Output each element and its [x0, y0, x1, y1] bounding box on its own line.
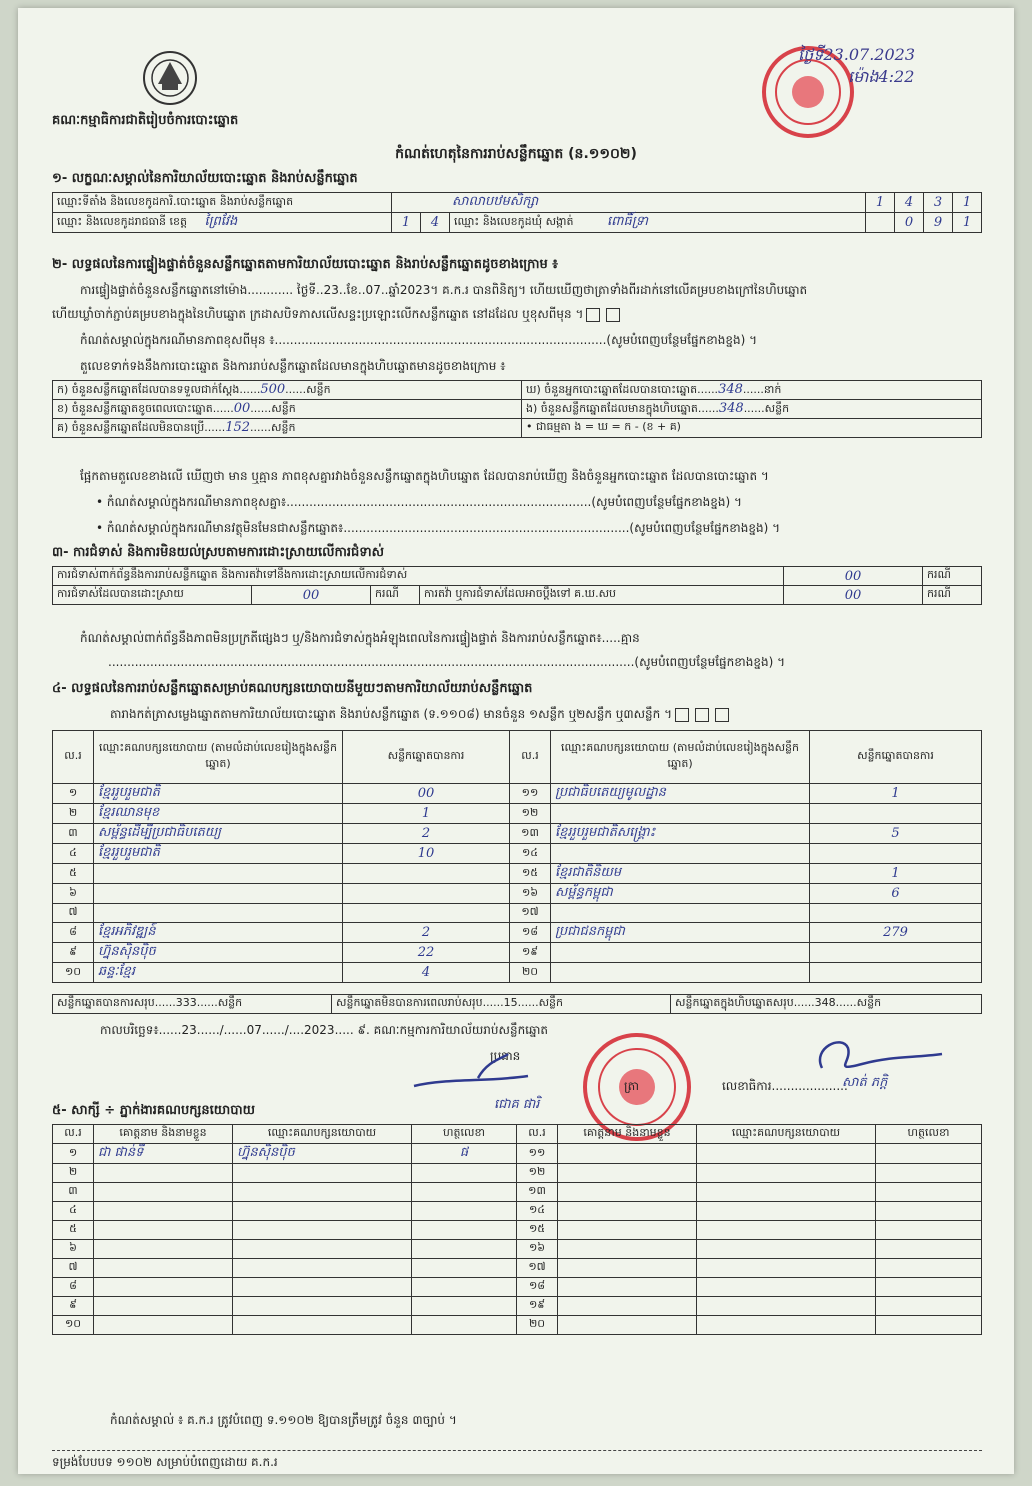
party-name: ខ្មែររួបរួមជាតិ — [94, 784, 343, 804]
witness-name — [558, 1316, 697, 1335]
party-name — [551, 904, 810, 923]
witness-signature — [876, 1278, 982, 1297]
ballot-figures-table — [52, 380, 982, 438]
row-no: ១៦ — [517, 1240, 558, 1259]
location-label: ឈ្មោះទីតាំង និងលេខកូដការិ.បោះឆ្នោត និងរាប់សន្លឹកឆ្នោត — [53, 193, 392, 213]
witness-name — [558, 1144, 697, 1164]
witness-signature — [876, 1164, 982, 1183]
table-row — [53, 884, 982, 904]
figure-c: គ) ចំនួនសន្លឹកឆ្នោតដែលមិនបានប្រើ......152......សន្លឹក — [53, 419, 522, 438]
witness-name — [558, 1240, 697, 1259]
row-no: ១០ — [53, 963, 94, 983]
vote-count — [810, 844, 982, 864]
party-name — [94, 884, 343, 904]
witness-party — [697, 1259, 876, 1278]
location-code-digit: 3 — [924, 193, 953, 213]
commune-code-digit — [866, 213, 895, 233]
unit-label: ករណី — [923, 567, 982, 586]
row-no: ១៨ — [517, 1278, 558, 1297]
row-no: ១២ — [510, 804, 551, 824]
secretary-name: សាត់ ភក្តិ — [842, 1075, 888, 1090]
table-row — [53, 586, 982, 605]
witness-signature — [412, 1202, 517, 1221]
table-row — [53, 784, 982, 804]
row-no: ៨ — [53, 1278, 94, 1297]
discrepancy-note: • កំណត់សម្គាល់ក្នុងករណីមានភាពខុសគ្នា៖................................................................................(សូមបំពេញបន្ថែមផ្នែកខាងខ្នង) ។ — [96, 495, 742, 509]
witness-signature — [876, 1316, 982, 1335]
section4-heading: ៤- លទ្ធផលនៃការរាប់សន្លឹកឆ្នោតសម្រាប់គណបក្សនយោបាយនីមួយៗតាមការិយាល័យរាប់សន្លឹកឆ្នោត — [52, 681, 533, 696]
vote-count: 2 — [343, 824, 510, 844]
vote-count: 22 — [343, 943, 510, 963]
row-no: ១៥ — [510, 864, 551, 884]
vote-count: 10 — [343, 844, 510, 864]
table-row — [53, 400, 982, 419]
witness-party — [233, 1221, 412, 1240]
witness-name — [94, 1164, 233, 1183]
province-code-digit: 4 — [421, 213, 450, 233]
sheet-count-checkbox[interactable] — [675, 708, 689, 722]
objection-count: 00 — [784, 567, 923, 586]
witness-signature — [412, 1316, 517, 1335]
party-name: ប្រជាធិបតេយ្យមូលដ្ឋាន — [551, 784, 810, 804]
col-votes: សន្លឹកឆ្នោតបានការ — [810, 731, 982, 784]
row-no: ១៨ — [510, 923, 551, 943]
unit-label: ករណី — [923, 586, 982, 605]
location-code-digit: 1 — [953, 193, 982, 213]
row-no: ១៣ — [510, 824, 551, 844]
vote-count: 2 — [343, 923, 510, 943]
party-name: ខ្មែរឈានមុខ — [94, 804, 343, 824]
verification-line: ការផ្ទៀងផ្ទាត់ចំនួនសន្លឹកឆ្នោតនៅម៉ោង............ ថ្ងៃទី..23..ខែ..07..ឆ្នាំ2023។ គ.ក.រ បានពិនិត្យ។ ហើយឃើញថាត្រាទាំងពីរដាក់នៅលើគម្របខាងក្រៅនៃហិបឆ្នោត — [80, 283, 808, 297]
witness-party — [233, 1202, 412, 1221]
vote-count — [343, 904, 510, 923]
figure-e: ង) ចំនួនសន្លឹកឆ្នោតដែលមានក្នុងហិបឆ្នោត......348......សន្លឹក — [522, 400, 982, 419]
witness-name — [94, 1259, 233, 1278]
table-row — [53, 1297, 982, 1316]
section1-heading: ១- លក្ខណៈសម្គាល់នៃការិយាល័យបោះឆ្នោត និងរាប់សន្លឹកឆ្នោត — [52, 171, 358, 186]
vote-count — [343, 864, 510, 884]
witness-signature — [412, 1183, 517, 1202]
witness-signature — [876, 1221, 982, 1240]
party-name — [94, 904, 343, 923]
witness-party — [697, 1202, 876, 1221]
foreign-object-note: • កំណត់សម្គាល់ក្នុងករណីមានវត្ថុមិនមែនជាសន្លឹកឆ្នោត៖...........................................................................(សូមបំពេញបន្ថែមផ្នែកខាងខ្នង) ។ — [96, 521, 780, 535]
witness-signature — [876, 1202, 982, 1221]
party-name: ខ្មែរជាតិនិយម — [551, 864, 810, 884]
vote-count — [810, 943, 982, 963]
table-row — [53, 1316, 982, 1335]
witness-signature — [412, 1164, 517, 1183]
vote-count — [810, 904, 982, 923]
table-row — [53, 844, 982, 864]
location-value: សាលាបឋមសិក្សា — [392, 193, 866, 213]
seal-status-line: ហើយឃ្លាំចាក់ភ្ជាប់គម្របខាងក្នុងនៃហិបឆ្នោត ក្រដាសបិទភាសលើសន្ទះប្រឡោះលើកសន្លឹកឆ្នោត នៅដដែល ឬខុសពីមុន ។ — [52, 306, 623, 324]
witness-party — [697, 1144, 876, 1164]
totals-row — [52, 994, 982, 1014]
changed-checkbox[interactable] — [606, 308, 620, 322]
witness-signature — [876, 1259, 982, 1278]
witness-name — [94, 1202, 233, 1221]
witness-signature — [876, 1240, 982, 1259]
commune-label: ឈ្មោះ និងលេខកូដឃុំ សង្កាត់ ពោធិ៍ទ្រា — [450, 213, 866, 233]
ballot-count-form — [18, 8, 1014, 1474]
table-row — [53, 923, 982, 943]
witness-party — [697, 1221, 876, 1240]
location-code-digit: 1 — [866, 193, 895, 213]
row-no: ៣ — [53, 824, 94, 844]
org-name: គណៈកម្មាធិការជាតិរៀបចំការបោះឆ្នោត — [52, 113, 239, 128]
table-row — [53, 1240, 982, 1259]
witness-party — [697, 1183, 876, 1202]
witness-name — [558, 1259, 697, 1278]
vote-count: 4 — [343, 963, 510, 983]
party-name — [551, 804, 810, 824]
unit-label: ករណី — [371, 586, 420, 605]
tally-sheet-line: តារាងកត់ត្រាសម្លេងឆ្នោតតាមការិយាល័យបោះឆ្នោត និងរាប់សន្លឹកឆ្នោត (ទ.១១០៨) មានចំនួន ១សន្លឹក ឬ២សន្លឹក ឬ៣សន្លឹក ។ — [110, 706, 732, 724]
table-row — [53, 1183, 982, 1202]
commune-code-digit: 1 — [953, 213, 982, 233]
row-no: ១៦ — [510, 884, 551, 904]
party-name — [551, 943, 810, 963]
section5-heading: ៥- សាក្សី ÷ ភ្នាក់ងារគណបក្សនយោបាយ — [52, 1103, 255, 1118]
witness-party — [697, 1297, 876, 1316]
party-name: សម្ព័ន្ធដើម្បីប្រជាធិបតេយ្យ — [94, 824, 343, 844]
section3-heading: ៣- ការជំទាស់ និងការមិនយល់ស្របតាមការដោះស្រាយលើការជំទាស់ — [52, 545, 384, 560]
row-no: ១ — [53, 1144, 94, 1164]
nec-emblem-icon — [138, 44, 202, 108]
date-line: កាលបរិច្ឆេទ៖......23....../......07....../....2023..... ៩. គណៈកម្មការការិយាល័យរាប់សន្លឹកឆ្នោត — [100, 1023, 549, 1037]
table-row — [53, 824, 982, 844]
witness-party — [697, 1316, 876, 1335]
witness-name — [94, 1221, 233, 1240]
row-no: ១១ — [510, 784, 551, 804]
row-no: ១៤ — [517, 1202, 558, 1221]
row-no: ២០ — [517, 1316, 558, 1335]
party-name — [551, 844, 810, 864]
table-row — [53, 1221, 982, 1240]
vote-count: 00 — [343, 784, 510, 804]
row-no: ២០ — [510, 963, 551, 983]
vote-count — [343, 884, 510, 904]
witness-name — [558, 1202, 697, 1221]
row-no: ៧ — [53, 904, 94, 923]
sheet-count-checkbox[interactable] — [715, 708, 729, 722]
table-row — [53, 419, 982, 438]
vote-count: 5 — [810, 824, 982, 844]
instruction-note: កំណត់សម្គាល់ ៖ គ.ក.រ ត្រូវបំពេញ ទ.១១០២ ឱ្យបានត្រឹមត្រូវ ចំនួន ៣ច្បាប់ ។ — [110, 1413, 457, 1427]
witness-signature — [412, 1240, 517, 1259]
witness-name — [558, 1221, 697, 1240]
table-header — [53, 731, 982, 784]
figure-b: ខ) ចំនួនសន្លឹកឆ្នោតខូចពេលបោះឆ្នោត......00......សន្លឹក — [53, 400, 522, 419]
col-no: ល.រ — [53, 1125, 94, 1144]
row-no: ១០ — [53, 1316, 94, 1335]
row-no: ៦ — [53, 884, 94, 904]
table-row — [53, 904, 982, 923]
location-code-digit: 4 — [895, 193, 924, 213]
appeal-count: 00 — [784, 586, 923, 605]
secretary-label: លេខាធិការ.................... — [722, 1079, 848, 1093]
figure-formula: • ជាធម្មតា ង = ឃ = ក - (ខ + គ) — [522, 419, 982, 438]
valid-total: សន្លឹកឆ្នោតបានការសរុប......333......សន្លឹក — [53, 995, 332, 1014]
appeal-label: ការតវ៉ា ឬការជំទាស់ដែលអាចប្តឹងទៅ គ.ឃ.សប — [420, 586, 784, 605]
irregularity-note: កំណត់សម្គាល់ពាក់ព័ន្ធនឹងភាពមិនប្រក្រតីផ្សេងៗ ឬ/និងការជំទាស់ក្នុងអំឡុងពេលនៃការផ្ទៀងផ្ទាត់ និងការរាប់សន្លឹកឆ្នោត៖.....គ្មាន — [80, 631, 640, 645]
objections-table — [52, 566, 982, 605]
table-row — [53, 1144, 982, 1164]
row-no: ១៥ — [517, 1221, 558, 1240]
row-no: ៨ — [53, 923, 94, 943]
party-name: ខ្មែរអភិវឌ្ឍន៍ — [94, 923, 343, 943]
witness-signature — [412, 1221, 517, 1240]
witness-signature — [876, 1183, 982, 1202]
col-no: ល.រ — [510, 731, 551, 784]
witness-party — [697, 1164, 876, 1183]
row-no: ១៧ — [510, 904, 551, 923]
table-row — [53, 1202, 982, 1221]
row-no: ១៩ — [517, 1297, 558, 1316]
party-votes-table — [52, 730, 982, 983]
province-code-digit: 1 — [392, 213, 421, 233]
party-name — [551, 963, 810, 983]
stamp-label: ត្រា — [624, 1079, 639, 1093]
table-row — [53, 864, 982, 884]
discrepancy-line: ផ្អែកតាមតួលេខខាងលើ ឃើញថា មាន ឬគ្មាន ភាពខុសគ្នារវាងចំនួនសន្លឹកឆ្នោតក្នុងហិបឆ្នោត ដែលបានរាប់ឃើញ និងចំនួនអ្នកបោះឆ្នោត ដែលបានបោះឆ្នោត ។ — [80, 469, 769, 483]
vote-count: 1 — [810, 864, 982, 884]
vote-count: 279 — [810, 923, 982, 943]
witness-party — [233, 1278, 412, 1297]
row-no: ១៣ — [517, 1183, 558, 1202]
table-row — [53, 567, 982, 586]
row-no: ៥ — [53, 1221, 94, 1240]
witness-name — [558, 1183, 697, 1202]
figure-a: ក) ចំនួនសន្លឹកឆ្នោតដែលបានទទួលជាក់ស្តែង......500......សន្លឹក — [53, 381, 522, 400]
witness-signature — [412, 1297, 517, 1316]
province-label: ឈ្មោះ និងលេខកូដរាជធានី ខេត្ត ព្រៃវែង — [53, 213, 392, 233]
witness-signature: ផ — [412, 1144, 517, 1164]
witness-name — [94, 1278, 233, 1297]
party-name: ប្រជាជនកម្ពុជា — [551, 923, 810, 943]
difference-note-line: កំណត់សម្គាល់ក្នុងករណីមានភាពខុសពីមុន ៖.......................................................................................(សូមបំពេញបន្ថែមផ្នែកខាងខ្នង) ។ — [80, 333, 757, 347]
col-name: គោត្តនាម និងនាមខ្លួន — [558, 1125, 697, 1144]
irregularity-note-cont: ..........................................................................................................................................(សូមបំពេញបន្ថែមផ្នែកខាងខ្នង) ។ — [108, 655, 785, 669]
figures-intro: តួលេខទាក់ទងនឹងការបោះឆ្នោត និងការរាប់សន្លឹកឆ្នោតដែលមានក្នុងហិបឆ្នោតមានដូចខាងក្រោម ៖ — [80, 359, 506, 373]
witness-name — [94, 1183, 233, 1202]
unchanged-checkbox[interactable] — [586, 308, 600, 322]
vote-count — [810, 804, 982, 824]
sheet-count-checkbox[interactable] — [695, 708, 709, 722]
row-no: ១៧ — [517, 1259, 558, 1278]
figure-d: ឃ) ចំនួនអ្នកបោះឆ្នោតដែលបានបោះឆ្នោត......348......នាក់ — [522, 381, 982, 400]
row-no: ២ — [53, 1164, 94, 1183]
col-party: ឈ្មោះគណបក្សនយោបាយ (តាមលំដាប់លេខរៀងក្នុងសន្លឹកឆ្នោត) — [551, 731, 810, 784]
witness-signature — [876, 1297, 982, 1316]
row-no: ១៩ — [510, 943, 551, 963]
witness-name — [558, 1297, 697, 1316]
witness-party — [233, 1183, 412, 1202]
row-no: ៥ — [53, 864, 94, 884]
president-name: ជោគ ផារិ — [494, 1097, 540, 1112]
resolved-label: ការជំទាស់ដែលបានដោះស្រាយ — [53, 586, 252, 605]
table-row — [53, 381, 982, 400]
box-total: សន្លឹកឆ្នោតក្នុងហិបឆ្នោតសរុប......348......សន្លឹក — [671, 995, 982, 1014]
col-no: ល.រ — [53, 731, 94, 784]
party-name: ខ្មែររួបរួមជាតិ — [94, 844, 343, 864]
vote-count: 1 — [343, 804, 510, 824]
witness-party: ហ្វ៊ុនស៊ិនប៉ិច — [233, 1144, 412, 1164]
witness-name — [558, 1278, 697, 1297]
col-votes: សន្លឹកឆ្នោតបានការ — [343, 731, 510, 784]
table-row — [53, 1164, 982, 1183]
footer-divider — [52, 1450, 982, 1451]
witness-signature — [876, 1144, 982, 1164]
row-no: ៤ — [53, 1202, 94, 1221]
party-name — [94, 864, 343, 884]
witness-name — [558, 1164, 697, 1183]
row-no: ៦ — [53, 1240, 94, 1259]
party-name: ឆន្ទៈខ្មែរ — [94, 963, 343, 983]
table-header — [53, 1125, 982, 1144]
section1-table — [52, 192, 982, 233]
table-row — [53, 804, 982, 824]
president-signature-icon — [408, 1048, 538, 1098]
row-no: ៤ — [53, 844, 94, 864]
witness-party — [233, 1297, 412, 1316]
witness-party — [233, 1240, 412, 1259]
table-row — [53, 943, 982, 963]
col-party: ឈ្មោះគណបក្សនយោបាយ (តាមលំដាប់លេខរៀងក្នុងសន្លឹកឆ្នោត) — [94, 731, 343, 784]
president-label: ប្រធាន — [490, 1049, 521, 1063]
witness-name: ជា ផាន់ទី — [94, 1144, 233, 1164]
objection-label: ការជំទាស់ពាក់ព័ន្ធនឹងការរាប់សន្លឹកឆ្នោត និងការតវ៉ាទៅនឹងការដោះស្រាយលើការជំទាស់ — [53, 567, 784, 586]
witness-signature — [412, 1278, 517, 1297]
col-sign: ហត្ថលេខា — [876, 1125, 982, 1144]
witness-table — [52, 1124, 982, 1335]
vote-count: 1 — [810, 784, 982, 804]
party-name: សម្ព័ន្ធកម្ពុជា — [551, 884, 810, 904]
witness-party — [697, 1240, 876, 1259]
stamp-handwritten-note: ថ្ងៃទី23.07.2023 ម៉ោង4:22 — [798, 45, 915, 86]
resolved-count: 00 — [252, 586, 371, 605]
invalid-total: សន្លឹកឆ្នោតមិនបានការពេលរាប់សរុប......15......សន្លឹក — [332, 995, 671, 1014]
col-party: ឈ្មោះគណបក្សនយោបាយ — [233, 1125, 412, 1144]
row-no: ១៤ — [510, 844, 551, 864]
row-no: ៧ — [53, 1259, 94, 1278]
row-no: ៩ — [53, 943, 94, 963]
party-name: ហ្វ៊ុនស៊ិនប៉ិច — [94, 943, 343, 963]
col-party: ឈ្មោះគណបក្សនយោបាយ — [697, 1125, 876, 1144]
commune-code-digit: 0 — [895, 213, 924, 233]
witness-party — [233, 1164, 412, 1183]
vote-count — [810, 963, 982, 983]
section2-heading: ២- លទ្ធផលនៃការផ្ទៀងផ្ទាត់ចំនួនសន្លឹកឆ្នោតតាមការិយាល័យបោះឆ្នោត និងរាប់សន្លឹកឆ្នោតដូចខាងក្រោម ៖ — [52, 257, 558, 272]
row-no: ១២ — [517, 1164, 558, 1183]
witness-signature — [412, 1259, 517, 1278]
vote-count: 6 — [810, 884, 982, 904]
table-row — [53, 963, 982, 983]
form-footer: ទម្រង់បែបបទ ១១០២ សម្រាប់បំពេញដោយ គ.ក.រ — [52, 1455, 278, 1469]
col-no: ល.រ — [517, 1125, 558, 1144]
col-sign: ហត្ថលេខា — [412, 1125, 517, 1144]
witness-name — [94, 1297, 233, 1316]
witness-party — [233, 1316, 412, 1335]
row-no: ២ — [53, 804, 94, 824]
witness-name — [94, 1240, 233, 1259]
row-no: ៩ — [53, 1297, 94, 1316]
col-name: គោត្តនាម និងនាមខ្លួន — [94, 1125, 233, 1144]
row-no: ៣ — [53, 1183, 94, 1202]
row-no: ១១ — [517, 1144, 558, 1164]
document-title: កំណត់ហេតុនៃការរាប់សន្លឹកឆ្នោត (ន.១១០២) — [395, 146, 637, 162]
table-row — [53, 1259, 982, 1278]
commune-code-digit: 9 — [924, 213, 953, 233]
row-no: ១ — [53, 784, 94, 804]
witness-party — [697, 1278, 876, 1297]
witness-name — [94, 1316, 233, 1335]
witness-party — [233, 1259, 412, 1278]
party-name: ខ្មែររួបរួមជាតិសង្គ្រោះ — [551, 824, 810, 844]
table-row — [53, 1278, 982, 1297]
